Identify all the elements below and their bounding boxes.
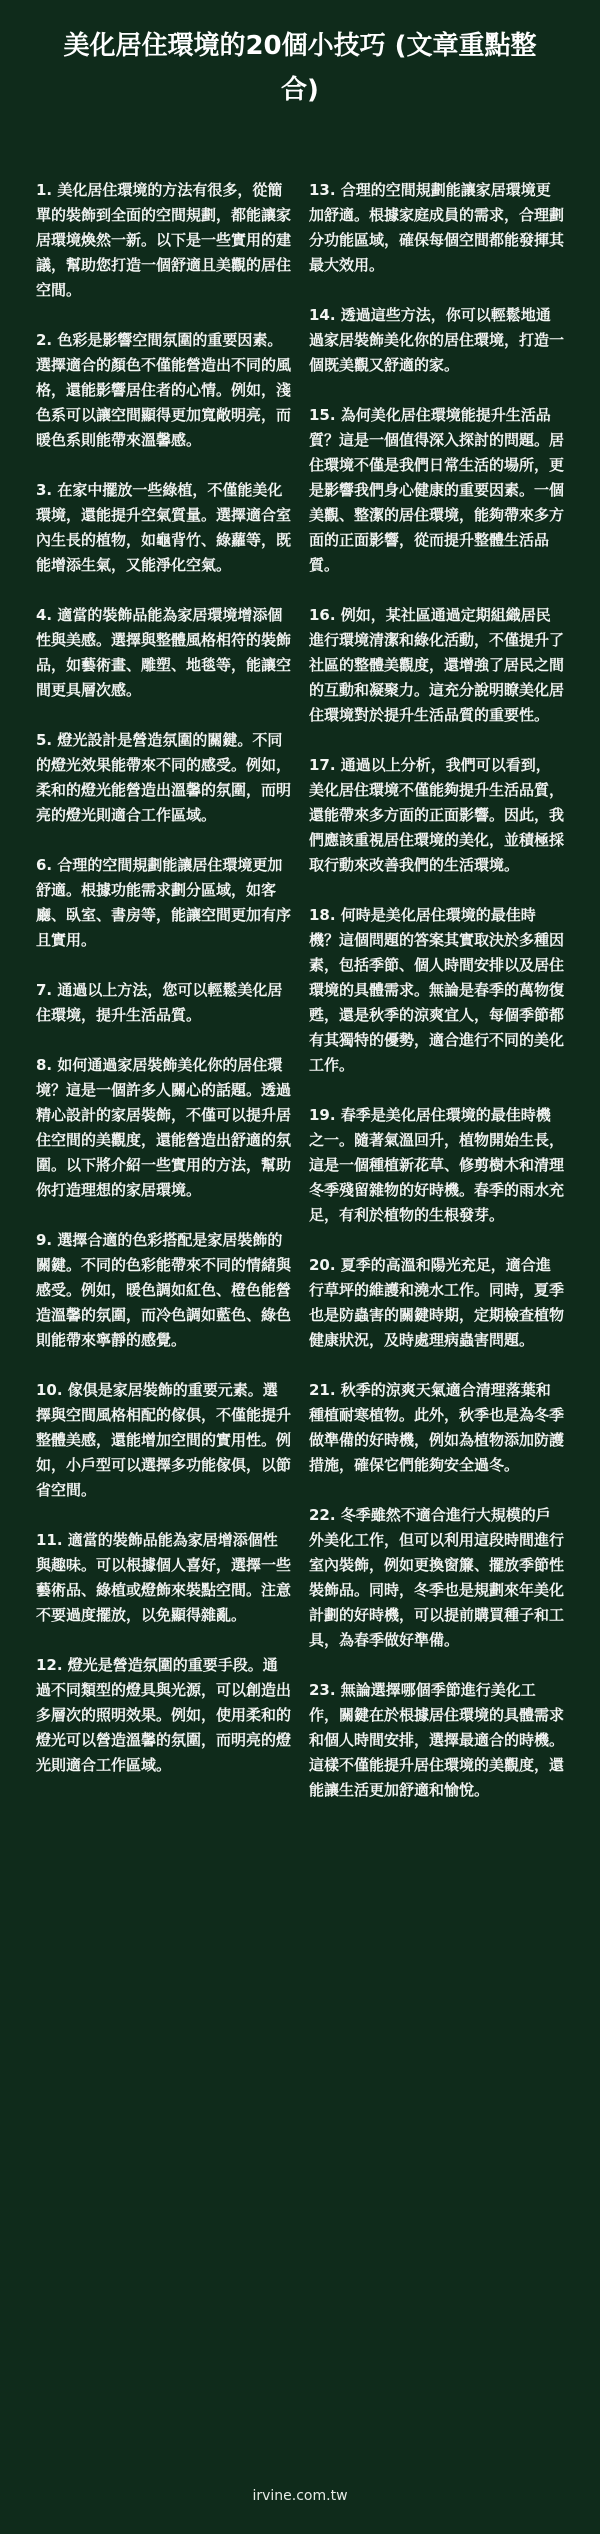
tip-paragraph: 23. 無論選擇哪個季節進行美化工作，關鍵在於根據居住環境的具體需求和個人時間安排，選擇最適合的時機。這樣不僅能提升居住環境的美觀度，還能讓生活更加舒適和愉悅。 xyxy=(309,1681,565,1799)
tip-paragraph: 13. 合理的空間規劃能讓家居環境更加舒適。根據家庭成員的需求，合理劃分功能區域，確保每個空間都能發揮其最大效用。 xyxy=(309,181,565,274)
tip-paragraph: 7. 通過以上方法，您可以輕鬆美化居住環境，提升生活品質。 xyxy=(36,981,283,1024)
tip-paragraph: 2. 色彩是影響空間氛圍的重要因素。選擇適合的顏色不僅能營造出不同的風格，還能影響居住者的心情。例如，淺色系可以讓空間顯得更加寬敞明亮，而暖色系則能帶來溫馨感。 xyxy=(36,331,292,449)
tip-paragraph: 17. 通過以上分析，我們可以看到，美化居住環境不僅能夠提升生活品質，還能帶來多方面的正面影響。因此，我們應該重視居住環境的美化，並積極採取行動來改善我們的生活環境。 xyxy=(309,756,565,874)
page-title: 美化居住環境的20個小技巧 (文章重點整合) xyxy=(63,31,537,105)
tip-paragraph: 21. 秋季的涼爽天氣適合清理落葉和種植耐寒植物。此外，秋季也是為冬季做準備的好時機，例如為植物添加防護措施，確保它們能夠安全過冬。 xyxy=(309,1381,565,1474)
site-footer: irvine.com.tw xyxy=(252,2488,348,2504)
left-column xyxy=(36,178,291,1803)
tip-paragraph: 18. 何時是美化居住環境的最佳時機？這個問題的答案其實取決於多種因素，包括季節、個人時間安排以及居住環境的具體需求。無論是春季的萬物復甦，還是秋季的涼爽宜人，每個季節都有其獨特的優勢，適合進行不同的美化工作。 xyxy=(309,906,565,1074)
tip-paragraph: 14. 透過這些方法，你可以輕鬆地通過家居裝飾美化你的居住環境，打造一個既美觀又舒適的家。 xyxy=(309,306,565,374)
tip-paragraph: 11. 適當的裝飾品能為家居增添個性與趣味。可以根據個人喜好，選擇一些藝術品、綠植或燈飾來裝點空間。注意不要過度擺放，以免顯得雜亂。 xyxy=(36,1531,292,1624)
tip-paragraph: 6. 合理的空間規劃能讓居住環境更加舒適。根據功能需求劃分區域，如客廳、臥室、書房等，能讓空間更加有序且實用。 xyxy=(36,856,292,949)
tip-paragraph: 3. 在家中擺放一些綠植，不僅能美化環境，還能提升空氣質量。選擇適合室內生長的植物，如龜背竹、綠蘿等，既能增添生氣，又能淨化空氣。 xyxy=(36,481,292,574)
tip-paragraph: 10. 傢俱是家居裝飾的重要元素。選擇與空間風格相配的傢俱，不僅能提升整體美感，還能增加空間的實用性。例如，小戶型可以選擇多功能傢俱，以節省空間。 xyxy=(36,1381,292,1499)
tip-paragraph: 20. 夏季的高溫和陽光充足，適合進行草坪的維護和澆水工作。同時，夏季也是防蟲害的關鍵時期，定期檢查植物健康狀況，及時處理病蟲害問題。 xyxy=(309,1256,565,1349)
tip-paragraph: 19. 春季是美化居住環境的最佳時機之一。隨著氣溫回升，植物開始生長，這是一個種植新花草、修剪樹木和清理冬季殘留雜物的好時機。春季的雨水充足，有利於植物的生根發芽。 xyxy=(309,1106,565,1224)
tip-paragraph: 1. 美化居住環境的方法有很多，從簡單的裝飾到全面的空間規劃，都能讓家居環境煥然一新。以下是一些實用的建議，幫助您打造一個舒適且美觀的居住空間。 xyxy=(36,181,292,299)
tip-paragraph: 5. 燈光設計是營造氛圍的關鍵。不同的燈光效果能帶來不同的感受。例如，柔和的燈光能營造出溫馨的氛圍，而明亮的燈光則適合工作區域。 xyxy=(36,731,292,824)
tip-paragraph: 9. 選擇合適的色彩搭配是家居裝飾的關鍵。不同的色彩能帶來不同的情緒與感受。例如，暖色調如紅色、橙色能營造溫馨的氛圍，而冷色調如藍色、綠色則能帶來寧靜的感覺。 xyxy=(36,1231,292,1349)
tip-paragraph: 22. 冬季雖然不適合進行大規模的戶外美化工作，但可以利用這段時間進行室內裝飾，例如更換窗簾、擺放季節性裝飾品。同時，冬季也是規劃來年美化計劃的好時機，可以提前購買種子和工具，為春季做好準備。 xyxy=(309,1506,565,1649)
tip-paragraph: 4. 適當的裝飾品能為家居環境增添個性與美感。選擇與整體風格相符的裝飾品，如藝術畫、雕塑、地毯等，能讓空間更具層次感。 xyxy=(36,606,292,699)
tip-paragraph: 16. 例如，某社區通過定期組織居民進行環境清潔和綠化活動，不僅提升了社區的整體美觀度，還增強了居民之間的互動和凝聚力。這充分說明瞭美化居住環境對於提升生活品質的重要性。 xyxy=(309,606,565,724)
tip-paragraph: 15. 為何美化居住環境能提升生活品質？這是一個值得深入探討的問題。居住環境不僅是我們日常生活的場所，更是影響我們身心健康的重要因素。一個美觀、整潔的居住環境，能夠帶來多方面的正面影響，從而提升整體生活品質。 xyxy=(309,406,565,574)
tips-columns xyxy=(36,178,564,1803)
tip-paragraph: 8. 如何通過家居裝飾美化你的居住環境？這是一個許多人關心的話題。透過精心設計的家居裝飾，不僅可以提升居住空間的美觀度，還能營造出舒適的氛圍。以下將介紹一些實用的方法，幫助你打造理想的家居環境。 xyxy=(36,1056,292,1199)
tip-paragraph: 12. 燈光是營造氛圍的重要手段。通過不同類型的燈具與光源，可以創造出多層次的照明效果。例如，使用柔和的燈光可以營造溫馨的氛圍，而明亮的燈光則適合工作區域。 xyxy=(36,1656,292,1774)
right-column xyxy=(309,178,564,1803)
